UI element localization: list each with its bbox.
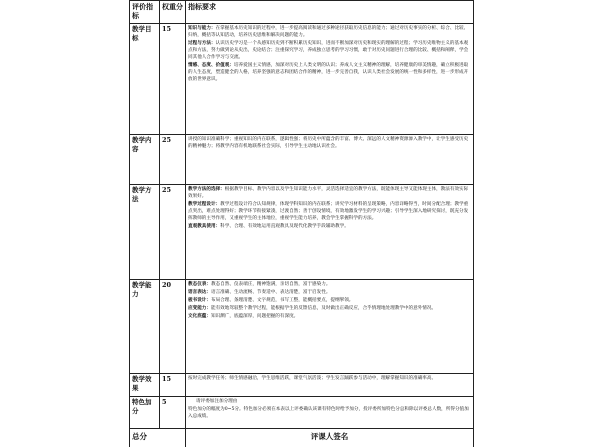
item-text: 知识渊广，底蕴深厚，问题把握的有深度。 (211, 314, 298, 319)
item-text: 认识历史学习是一个从感知历史到不断积累历史知识，进而不断加深对历史和现实的理解的过程；学习历史唯物主义的基本观点和方法，努力做到论从史出，史论结合；注重探究学习，养成独立思考的学习习惯，敢于对历史问题进行合理的比较、概括和阐释，学会同其他人合作学习与交流。 (188, 41, 468, 60)
item-text: 布局合理、条理清楚、文字规范，书写工整，能概括要点，提纲挈领。 (211, 298, 353, 303)
row-name: 教学能力 (130, 280, 160, 374)
row-name: 教学目标 (130, 24, 160, 135)
item-lead: 语言表达： (188, 290, 211, 295)
item-lead: 板书设计： (188, 298, 211, 303)
item-text: 教态自然、仪表端庄，精神饱满，亲切自然，富于感染力。 (211, 282, 330, 287)
item-lead: 教态仪表： (188, 282, 211, 287)
item-text: 按时完成教学任务；师生情感融洽，学生思维活跃，课堂气氛活泼；学生发言踊跃参与活动中，理解掌握知识的准确率高。 (188, 376, 436, 381)
table-row (130, 397, 474, 429)
row-name: 特色加分 (130, 397, 160, 429)
row-weight: 20 (160, 280, 186, 374)
item-text: 在掌握基本历史知识的过程中，进一步提高阅读和通过多种途径获取历史信息的能力；通过对历史事实的分析、综合、比较、归纳，概括等认知活动，培养历史思维和解决问题的能力。 (188, 26, 468, 38)
row-requirements (186, 374, 474, 397)
table-row (130, 374, 474, 397)
table-row (130, 24, 474, 135)
item-lead: 直观教具使用： (188, 224, 220, 229)
item-text: 讲授的知识准确科学；重视知识的内在联系，逻辑性强；将历史中所蕴含的丰富、博大、深远的人文精神资源渗入教学中，让学生感受历史的精神魅力；将教学内容有机地联系社会实际，引导学生主动地认识社会。 (188, 137, 468, 149)
header-requirements: 指标要求 (186, 1, 474, 24)
table-row (130, 135, 474, 185)
evaluator-signature-label: 评课人签名 (186, 429, 474, 447)
item-lead: 情感、态度、价值观： (188, 63, 234, 68)
row-name: 教学内容 (130, 135, 160, 185)
total-score-label: 总分 (130, 429, 186, 447)
item-text: 培养爱国主义情感，加深对历史上人类文明的认识；养成人文主义精神的理解，培养健康的审美情趣，确立积极进取的人生态度，塑造健全的人格，培养坚强的意志和团结合作的精神，进一步完善自我，认识人类社会发展的统一性和多样性，进一步形成开放的世界意识。 (188, 63, 468, 82)
table-row (130, 185, 474, 280)
row-requirements (186, 135, 474, 185)
item-text: 请评委加注加分理由 (196, 399, 237, 404)
item-lead: 教学过程设计： (188, 202, 220, 207)
item-lead: 知识与能力： (188, 26, 216, 31)
header-weight: 权重分 (160, 1, 186, 24)
item-text: 能有效地驾驭整个教学过程，能根据学生的反馈信息，及时做出正确反应，合乎情理地处理教学中的意外情况。 (211, 306, 436, 311)
header-indicator: 评价指标 (130, 1, 160, 24)
item-lead: 教学方法的选择： (188, 187, 225, 192)
row-requirements (186, 24, 474, 135)
row-weight: 15 (160, 24, 186, 135)
row-name: 教学效果 (130, 374, 160, 397)
table-header-row (130, 1, 474, 24)
row-weight: 5 (160, 397, 186, 429)
evaluation-table (129, 0, 474, 447)
item-lead: 过程与方法： (188, 41, 216, 46)
row-weight: 25 (160, 135, 186, 185)
row-requirements (186, 397, 474, 429)
total-row (130, 429, 474, 447)
item-text: 教学过程设计符合认知规律，体现学科知识的内在联系；讲究学习材料的呈现策略，内容详略得当，时间分配合理；教学重点突出，难点处理得好；教学环节衔接紧凑，过渡自然；善于创设情境，有效地激发学生的学习兴趣；引导学生深入地研究探讨，既充分发挥教师的主导作用，又重视学生的主体地位，重视学生能力培养，教会学生掌握科学的方法。 (188, 202, 468, 221)
row-requirements (186, 185, 474, 280)
row-requirements (186, 280, 474, 374)
item-lead: 文化底蕴： (188, 314, 211, 319)
item-text: 科学、合理、有效地运用直观教具及现代化教学手段辅助教学。 (220, 224, 349, 229)
table-row (130, 280, 474, 374)
item-lead: 应变能力： (188, 306, 211, 311)
evaluation-document (129, 0, 473, 400)
item-text: 语言准确、生动流畅、节奏适中、表达清楚，富于启发性。 (211, 290, 330, 295)
row-name: 教学方法 (130, 185, 160, 280)
item-text: 特色加分的幅度为0~5分。特色加分必须在本表以上评委确认该课有特色时给予加分，投评委所加特色分总和除以评委总人数，所得分值加入总成绩。 (188, 407, 469, 419)
row-weight: 25 (160, 185, 186, 280)
item-text: 根据教学目标、教学内容以及学生知识能力水平，灵活选择适宜的教学方法，既能体现主导又能体现主体，教法有效实际效果好。 (188, 187, 468, 199)
row-weight: 15 (160, 374, 186, 397)
